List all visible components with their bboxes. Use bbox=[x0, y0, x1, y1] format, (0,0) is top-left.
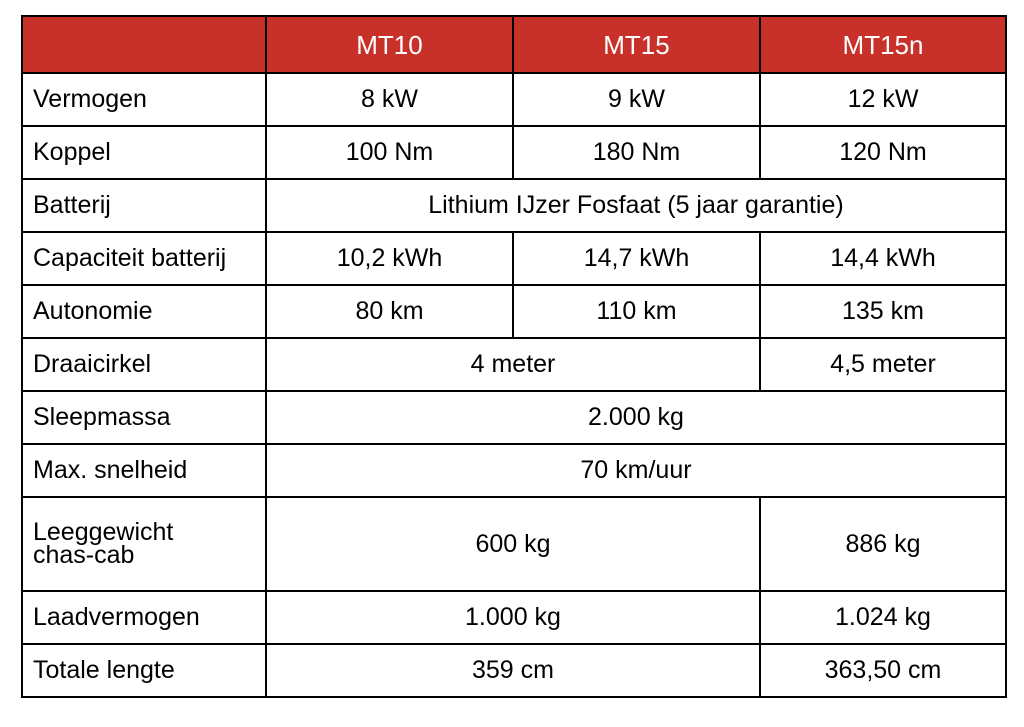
header-row bbox=[22, 16, 1006, 73]
row-koppel bbox=[22, 126, 1006, 179]
cell-vermogen-mt10: 8 kW bbox=[266, 73, 513, 126]
cell-draaicirkel-mt10-mt15: 4 meter bbox=[266, 338, 760, 391]
row-label-capaciteit-batterij: Capaciteit batterij bbox=[22, 232, 266, 285]
cell-capaciteit-mt10: 10,2 kWh bbox=[266, 232, 513, 285]
row-draaicirkel bbox=[22, 338, 1006, 391]
cell-leeggewicht-mt15n: 886 kg bbox=[760, 497, 1006, 591]
row-label-draaicirkel: Draaicirkel bbox=[22, 338, 266, 391]
table-header bbox=[22, 16, 1006, 73]
row-label-leeggewicht bbox=[22, 497, 266, 591]
row-label-sleepmassa: Sleepmassa bbox=[22, 391, 266, 444]
cell-laadvermogen-mt15n: 1.024 kg bbox=[760, 591, 1006, 644]
spec-table bbox=[21, 15, 1007, 698]
row-batterij bbox=[22, 179, 1006, 232]
leeggewicht-label-line1: Leeggewicht bbox=[33, 517, 174, 546]
header-mt10: MT10 bbox=[266, 16, 513, 73]
cell-autonomie-mt15n: 135 km bbox=[760, 285, 1006, 338]
cell-leeggewicht-mt10-mt15: 600 kg bbox=[266, 497, 760, 591]
row-autonomie bbox=[22, 285, 1006, 338]
row-leeggewicht bbox=[22, 497, 1006, 591]
row-label-totale-lengte: Totale lengte bbox=[22, 644, 266, 697]
cell-vermogen-mt15n: 12 kW bbox=[760, 73, 1006, 126]
row-sleepmassa bbox=[22, 391, 1006, 444]
cell-vermogen-mt15: 9 kW bbox=[513, 73, 760, 126]
header-mt15n: MT15n bbox=[760, 16, 1006, 73]
cell-koppel-mt10: 100 Nm bbox=[266, 126, 513, 179]
cell-capaciteit-mt15n: 14,4 kWh bbox=[760, 232, 1006, 285]
cell-autonomie-mt10: 80 km bbox=[266, 285, 513, 338]
row-laadvermogen bbox=[22, 591, 1006, 644]
row-label-vermogen: Vermogen bbox=[22, 73, 266, 126]
header-mt15: MT15 bbox=[513, 16, 760, 73]
cell-draaicirkel-mt15n: 4,5 meter bbox=[760, 338, 1006, 391]
cell-totale-lengte-mt10-mt15: 359 cm bbox=[266, 644, 760, 697]
row-label-koppel: Koppel bbox=[22, 126, 266, 179]
header-corner-cell bbox=[22, 16, 266, 73]
row-totale-lengte bbox=[22, 644, 1006, 697]
cell-max-snelheid-all: 70 km/uur bbox=[266, 444, 1006, 497]
cell-laadvermogen-mt10-mt15: 1.000 kg bbox=[266, 591, 760, 644]
cell-autonomie-mt15: 110 km bbox=[513, 285, 760, 338]
row-label-laadvermogen: Laadvermogen bbox=[22, 591, 266, 644]
row-capaciteit-batterij bbox=[22, 232, 1006, 285]
cell-sleepmassa-all: 2.000 kg bbox=[266, 391, 1006, 444]
row-label-autonomie: Autonomie bbox=[22, 285, 266, 338]
row-label-max-snelheid: Max. snelheid bbox=[22, 444, 266, 497]
cell-capaciteit-mt15: 14,7 kWh bbox=[513, 232, 760, 285]
cell-batterij-all: Lithium IJzer Fosfaat (5 jaar garantie) bbox=[266, 179, 1006, 232]
row-label-batterij: Batterij bbox=[22, 179, 266, 232]
leeggewicht-label-block bbox=[33, 517, 174, 569]
row-vermogen bbox=[22, 73, 1006, 126]
cell-koppel-mt15n: 120 Nm bbox=[760, 126, 1006, 179]
cell-totale-lengte-mt15n: 363,50 cm bbox=[760, 644, 1006, 697]
row-max-snelheid bbox=[22, 444, 1006, 497]
leeggewicht-label-line2: chas-cab bbox=[33, 540, 135, 569]
cell-koppel-mt15: 180 Nm bbox=[513, 126, 760, 179]
